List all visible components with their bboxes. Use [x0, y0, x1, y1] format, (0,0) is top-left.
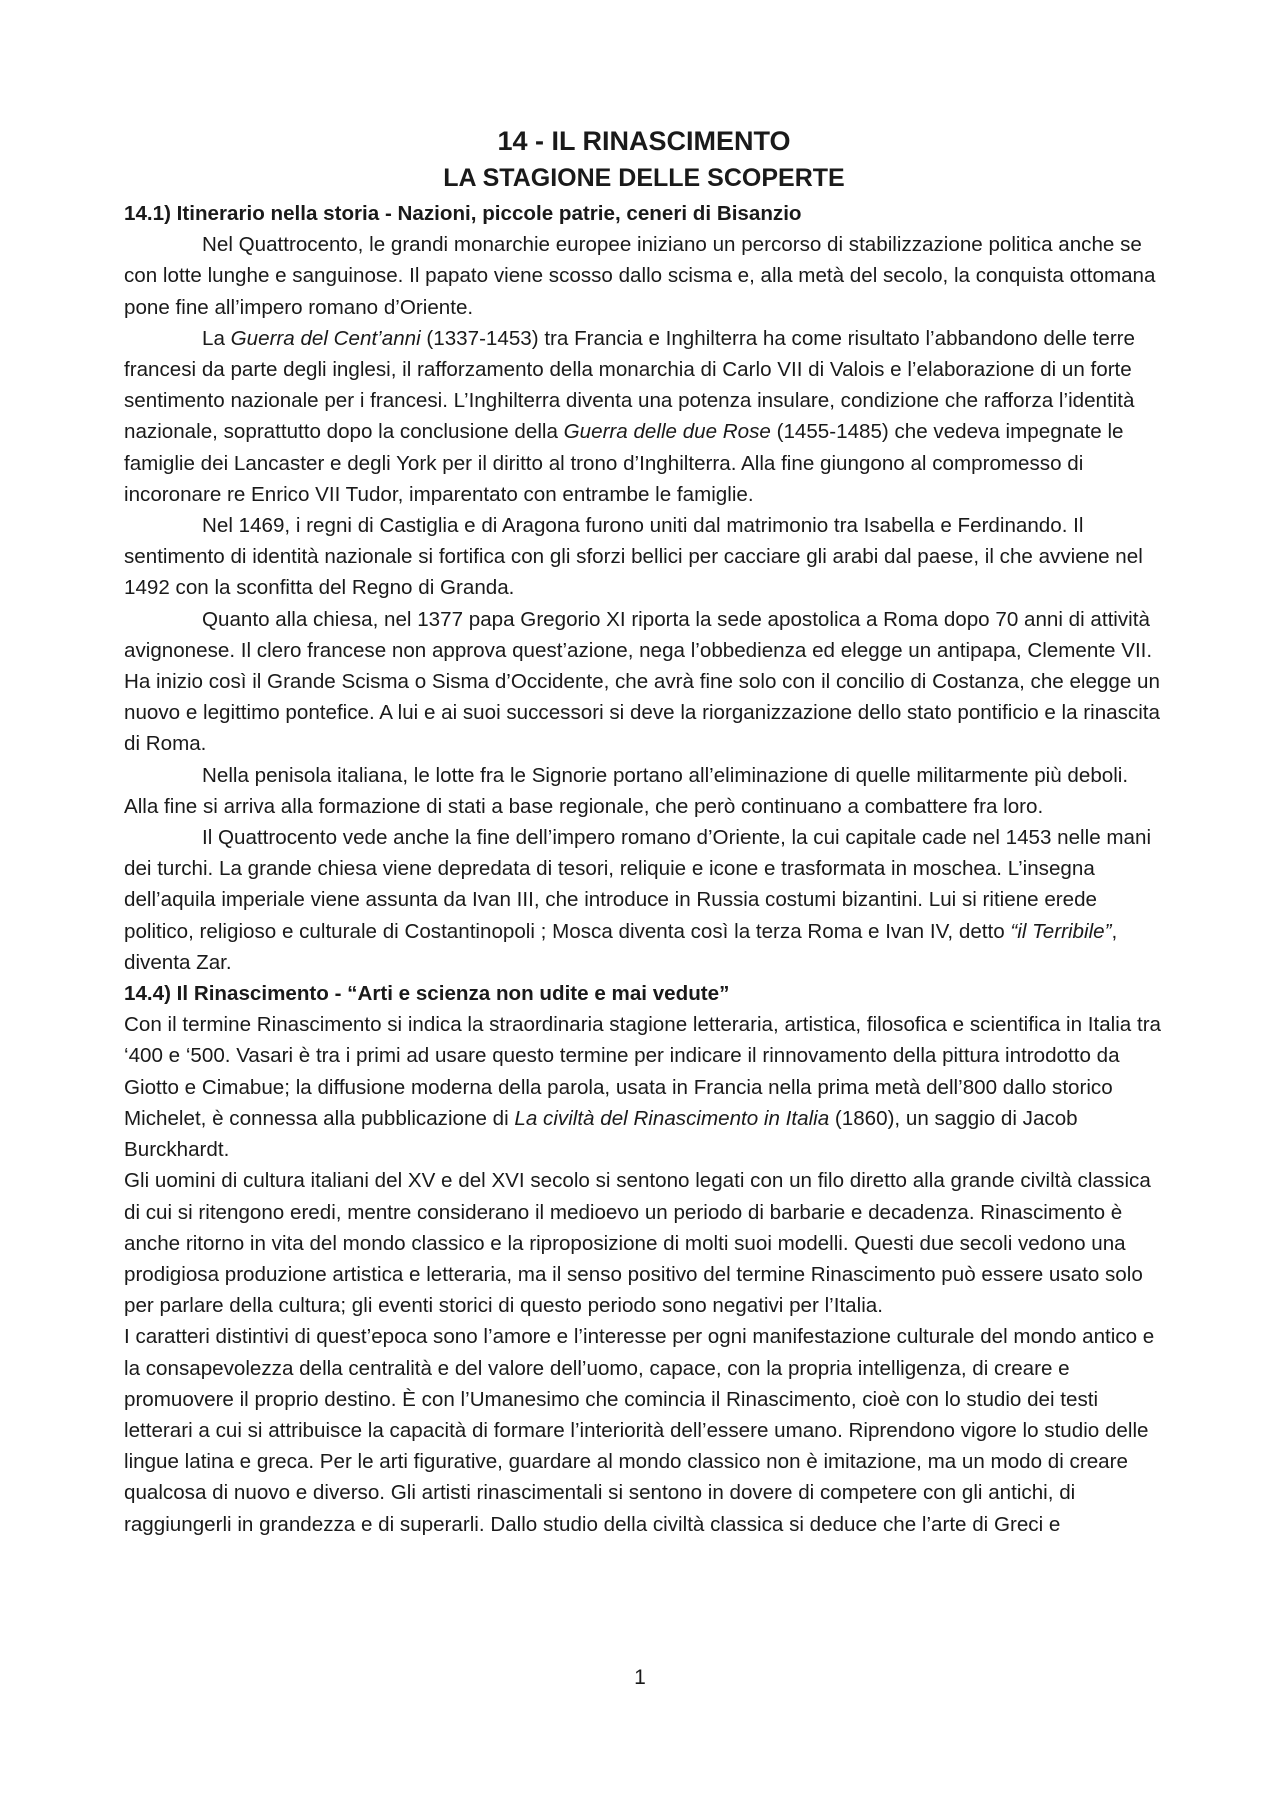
page-number: 1 — [634, 1666, 646, 1689]
section-heading: 14.4) Il Rinascimento - “Arti e scienza non udite e mai vedute” — [124, 982, 730, 1006]
italic-title: Guerra delle due Rose — [563, 420, 771, 444]
paragraph: I caratteri distintivi di quest’epoca sono l’amore e l’interesse per ogni manifestazione culturale del mondo antico e la consapevolezza della centralità e del valore dell’uomo, capace, con la propria intelligenza, di creare e promuovere il proprio destino. È con l’Umanesimo che comincia il Rinascimento, cioè con lo studio dei testi letterari a cui si attribuisce la capacità di formare l’interiorità dell’essere umano. Riprendono vigore lo studio delle lingue latina e greca. Per le arti figurative, guardare al mondo classico non è imitazione, ma un modo di creare qualcosa di nuovo e diverso. Gli artisti rinascimentali si sentono in dovere di competere con gli antichi, di raggiungerli in grandezza e di superarli. Dallo studio della civiltà classica si deduce che l’arte di Greci e — [124, 1325, 1155, 1536]
paragraph: Il Quattrocento vede anche la fine dell’impero romano d’Oriente, la cui capitale cade nel 1453 nelle mani dei turchi. La grande chiesa viene depredata di tesori, reliquie e icone e trasformata in moschea. L’insegna dell’aquila imperiale viene assunta da Ivan III, che introduce in Russia costumi bizantini. Lui si ritiene erede politico, religioso e culturale di Costantinopoli ; Mosca diventa così la terza Roma e Ivan IV, detto “il Terribile”, diventa Zar. — [124, 826, 1152, 974]
italic-title: La civiltà del Rinascimento in Italia — [514, 1106, 830, 1130]
paragraph: Nel Quattrocento, le grandi monarchie europee iniziano un percorso di stabilizzazione politica anche se con lotte lunghe e sanguinose. Il papato viene scosso dallo scisma e, alla metà del secolo, la conquista ottomana pone fine all’impero romano d’Oriente. — [124, 233, 1156, 319]
section-heading: 14.1) Itinerario nella storia - Nazioni, piccole patrie, ceneri di Bisanzio — [124, 202, 802, 225]
paragraph: Con il termine Rinascimento si indica la straordinaria stagione letteraria, artistica, filosofica e scientifica in Italia tra ‘400 e ‘500. Vasari è tra i primi ad usare questo termine per indicare il rinnovamento della pittura introdotto da Giotto e Cimabue; la diffusione moderna della parola, usata in Francia nella prima metà dell’800 dallo storico Michelet, è connessa alla pubblicazione di La civiltà del Rinascimento in Italia (1860), un saggio di Jacob Burckhardt. — [124, 1013, 1162, 1162]
paragraph: Nel 1469, i regni di Castiglia e di Aragona furono uniti dal matrimonio tra Isabella e Ferdinando. Il sentimento di identità nazionale si fortifica con gli sforzi bellici per cacciare gli arabi dal paese, il che avviene nel 1492 con la sconfitta del Regno di Granda. — [124, 514, 1143, 600]
paragraph: Gli uomini di cultura italiani del XV e del XVI secolo si sentono legati con un filo diretto alla grande civiltà classica di cui si ritengono eredi, mentre considerano il medioevo un periodo di barbarie e decadenza. Rinascimento è anche ritorno in vita del mondo classico e la riproposizione di molti suoi modelli. Questi due secoli vedono una prodigiosa produzione artistica e letteraria, ma il senso positivo del termine Rinascimento può essere usato solo per parlare della cultura; gli eventi storici di questo periodo sono negativi per l’Italia. — [124, 1169, 1151, 1318]
paragraph: La Guerra del Cent’anni (1337-1453) tra Francia e Inghilterra ha come risultato l’abbandono delle terre francesi da parte degli inglesi, il rafforzamento della monarchia di Carlo VII di Valois e l’elaborazione di un forte sentimento nazionale per i francesi. L’Inghilterra diventa una potenza insulare, condizione che rafforza l’identità nazionale, soprattutto dopo la conclusione della Guerra delle due Rose (1455-1485) che vedeva impegnate le famiglie dei Lancaster e degli York per il diritto al trono d’Inghilterra. Alla fine giungono al compromesso di incoronare re Enrico VII Tudor, imparentato con entrambe le famiglie. — [124, 326, 1135, 506]
page-content — [124, 122, 1164, 1540]
italic-quote: “il Terribile” — [1010, 919, 1112, 943]
chapter-title: 14 - IL RINASCIMENTO — [497, 126, 791, 156]
paragraph: Quanto alla chiesa, nel 1377 papa Gregorio XI riporta la sede apostolica a Roma dopo 70 anni di attività avignonese. Il clero francese non approva quest’azione, nega l’obbedienza ed elegge un antipapa, Clemente VII. Ha inizio così il Grande Scisma o Sisma d’Occidente, che avrà fine solo con il concilio di Costanza, che elegge un nuovo e legittimo pontefice. A lui e ai suoi successori si deve la riorganizzazione dello stato pontificio e la rinascita di Roma. — [124, 607, 1160, 756]
chapter-subtitle: LA STAGIONE DELLE SCOPERTE — [443, 164, 845, 192]
paragraph: Nella penisola italiana, le lotte fra le Signorie portano all’eliminazione di quelle militarmente più deboli. Alla fine si arriva alla formazione di stati a base regionale, che però continuano a combattere fra loro. — [124, 763, 1129, 818]
italic-title: Guerra del Cent’anni — [230, 326, 421, 350]
